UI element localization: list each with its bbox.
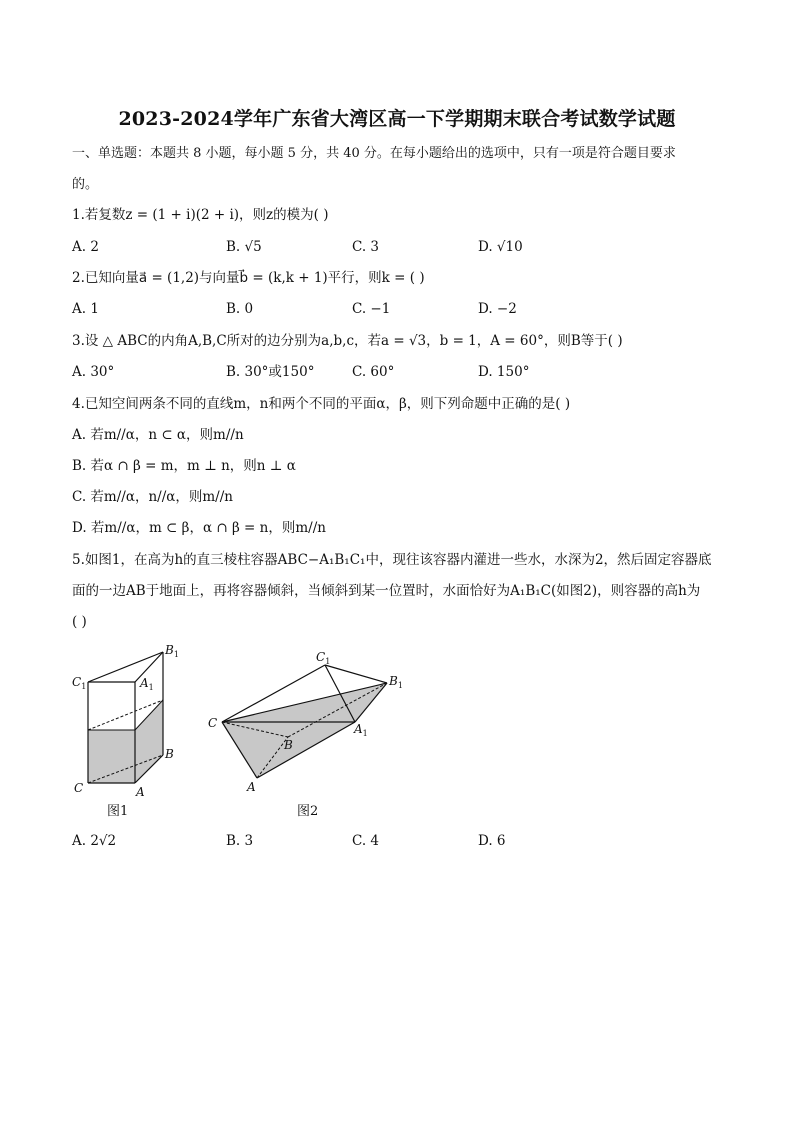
question-2-stem: 2.已知向量a⃗ = (1,2)与向量b⃗ = (k,k + 1)平行，则k = ( ) [72, 270, 425, 286]
figure-2-caption: 图2 [297, 804, 319, 819]
question-4-choice-c: C. 若m//α，n//α，则m//n [72, 489, 233, 505]
fig2-label-c: C [208, 716, 218, 730]
fig2-label-b1-sub: 1 [397, 681, 403, 690]
question-2-option-d: D. −2 [478, 301, 517, 317]
fig1-label-c: C [74, 781, 84, 795]
question-1-option-a: A. 2 [72, 239, 99, 255]
fig2-label-b1: B [389, 674, 398, 688]
question-1-option-b: B. √5 [226, 239, 262, 255]
question-4-choice-a: A. 若m//α，n ⊂ α，则m//n [72, 427, 244, 443]
svg-text:A1 [139, 676, 154, 692]
fig1-label-a1: A [140, 676, 149, 690]
fig1-label-c1: C [72, 675, 82, 689]
fig1-label-b: B [165, 747, 174, 761]
question-3-option-d: D. 150° [478, 364, 530, 380]
question-5-option-c: C. 4 [352, 833, 380, 849]
fig2-label-c1-sub: 1 [325, 657, 331, 666]
question-1-option-c: C. 3 [352, 239, 380, 255]
svg-text:C1 [72, 675, 86, 691]
svg-text:C1 [316, 650, 330, 666]
fig2-label-c1: C [316, 650, 326, 664]
fig2-label-b: B [284, 738, 293, 752]
fig1-label-b1: B [165, 643, 174, 657]
figure-2-prism [200, 645, 415, 795]
fig1-label-a: A [136, 785, 145, 799]
question-3-option-b: B. 30°或150° [226, 364, 315, 380]
question-5-option-b: B. 3 [226, 833, 254, 849]
question-5-stem-line1: 5.如图1，在高为h的直三棱柱容器ABC−A₁B₁C₁中，现往该容器内灌进一些水，水深为2，然后固定容器底 [72, 552, 712, 568]
document-title: 2023-2024学年广东省大湾区高一下学期期末联合考试数学试题 [118, 108, 676, 130]
question-2-option-b: B. 0 [226, 301, 254, 317]
fig2-label-a1: A [354, 722, 363, 736]
question-5-option-a: A. 2√2 [72, 833, 117, 849]
fig1-label-b1-sub: 1 [173, 650, 179, 659]
question-5-stem-line2: 面的一边AB于地面上，再将容器倾斜，当倾斜到某一位置时，水面恰好为A₁B₁C(如图2)，则容器的高h为 [72, 583, 701, 599]
question-2-option-a: A. 1 [72, 301, 99, 317]
question-4-stem: 4.已知空间两条不同的直线m，n和两个不同的平面α，β，则下列命题中正确的是( ) [72, 396, 571, 412]
svg-text:B1 [164, 643, 179, 659]
question-1-stem: 1.若复数z = (1 + i)(2 + i)，则z的模为( ) [72, 207, 329, 223]
question-4-choice-b: B. 若α ∩ β = m，m ⊥ n，则n ⊥ α [72, 458, 296, 474]
figure-1-caption: 图1 [107, 804, 129, 819]
question-1-option-d: D. √10 [478, 239, 523, 255]
question-5-stem-line3: ( ) [72, 614, 87, 630]
question-5-option-d: D. 6 [478, 833, 506, 849]
figure-1-prism [60, 640, 190, 805]
question-3-option-a: A. 30° [72, 364, 115, 380]
question-4-choice-d: D. 若m//α，m ⊂ β，α ∩ β = n，则m//n [72, 520, 326, 536]
question-3-option-c: C. 60° [352, 364, 395, 380]
section-instructions-line2: 的。 [72, 177, 99, 192]
section-instructions-line1: 一、单选题：本题共 8 小题，每小题 5 分，共 40 分。在每小题给出的选项中，只有一项是符合题目要求 [72, 146, 676, 161]
svg-text:A1 [353, 722, 368, 738]
fig1-label-a1-sub: 1 [148, 683, 154, 692]
fig1-label-c1-sub: 1 [81, 682, 87, 691]
question-2-option-c: C. −1 [352, 301, 391, 317]
fig2-label-a1-sub: 1 [362, 729, 368, 738]
fig2-label-a: A [247, 780, 256, 794]
question-3-stem: 3.设 △ ABC的内角A,B,C所对的边分别为a,b,c，若a = √3，b = 1，A = 60°，则B等于( ) [72, 333, 623, 349]
svg-text:B1 [388, 674, 403, 690]
